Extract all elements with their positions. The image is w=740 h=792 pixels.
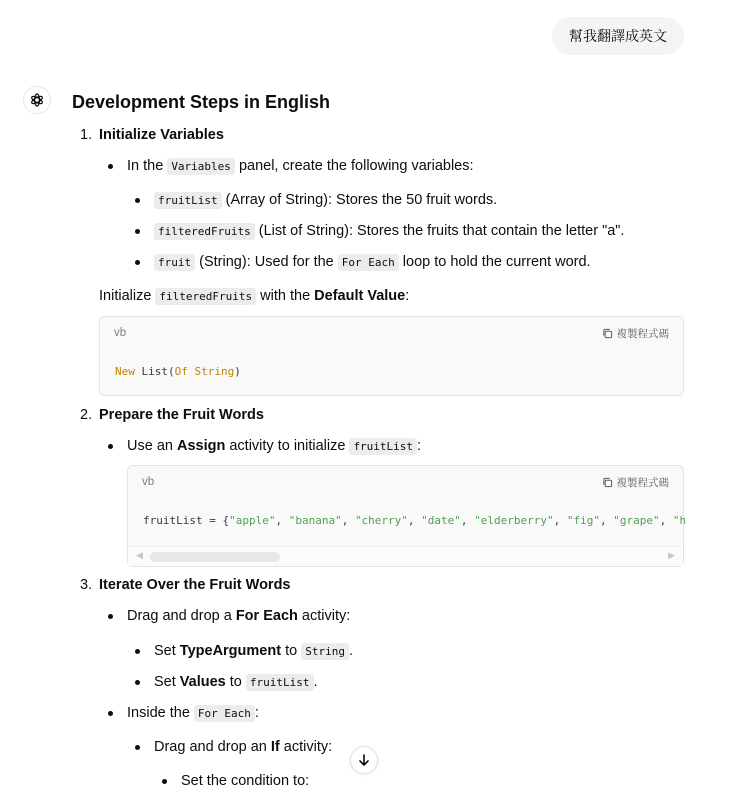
bold-text: If xyxy=(270,739,280,755)
string-literal: "h xyxy=(672,514,687,527)
copy-code-button[interactable] xyxy=(602,326,670,341)
code-punctuation: , xyxy=(553,514,567,527)
code-punctuation: , xyxy=(275,514,289,527)
arrow-down-icon xyxy=(357,753,371,767)
text: . xyxy=(348,643,353,659)
bold-text: TypeArgument xyxy=(179,643,282,659)
text: panel, create the following variables: xyxy=(234,158,474,174)
text: activity: xyxy=(297,608,351,624)
scroll-left-icon[interactable]: ◀ xyxy=(136,550,143,560)
text: Use an xyxy=(127,438,177,454)
scrollbar-thumb[interactable] xyxy=(150,552,280,562)
list-item xyxy=(154,189,497,212)
text: : xyxy=(417,438,422,454)
keyword: New xyxy=(115,365,135,378)
text: Set the condition to: xyxy=(181,773,310,789)
step-number: 3. xyxy=(80,577,93,593)
step-2-heading xyxy=(80,404,264,426)
inline-code: filteredFruits xyxy=(154,223,255,240)
list-item xyxy=(154,251,591,274)
inline-code: For Each xyxy=(338,254,399,271)
code-punctuation: , xyxy=(460,514,475,527)
list-item xyxy=(127,605,350,627)
code-text xyxy=(188,365,195,378)
string-literal: "fig" xyxy=(566,514,601,527)
code-punctuation: , xyxy=(600,514,614,527)
bold-text: For Each xyxy=(235,608,298,624)
text: Inside the xyxy=(127,705,194,721)
list-item xyxy=(154,220,624,243)
keyword: Of xyxy=(174,365,188,378)
code-language-label: vb xyxy=(114,327,127,339)
text: In the xyxy=(127,158,168,174)
keyword: String xyxy=(194,365,235,378)
scroll-to-bottom-button[interactable] xyxy=(350,746,378,774)
scroll-right-icon[interactable]: ▶ xyxy=(668,550,675,560)
user-message-bubble: 幫我翻譯成英文 xyxy=(552,17,684,55)
text: Set xyxy=(154,674,180,690)
copy-icon xyxy=(602,477,613,488)
text: to xyxy=(281,643,302,659)
bold-text: Values xyxy=(179,674,226,690)
code-punctuation: , xyxy=(659,514,673,527)
inline-code: fruitList xyxy=(349,438,417,455)
step-title: Prepare the Fruit Words xyxy=(99,407,264,423)
code-line xyxy=(115,365,241,378)
assistant-logo-icon xyxy=(23,86,51,114)
inline-code: fruitList xyxy=(154,192,222,209)
list-item xyxy=(154,640,353,663)
string-literal: "elderberry" xyxy=(474,514,554,527)
list-item xyxy=(154,736,332,758)
step-number: 1. xyxy=(80,127,93,143)
horizontal-scrollbar[interactable] xyxy=(128,546,683,566)
step-number: 2. xyxy=(80,407,93,423)
response-title: Development Steps in English xyxy=(72,92,331,112)
text: Drag and drop an xyxy=(154,739,271,755)
inline-code: Variables xyxy=(167,158,235,175)
text: (String): Used for the xyxy=(195,254,338,270)
code-block xyxy=(99,316,684,396)
step-title: Iterate Over the Fruit Words xyxy=(99,577,291,593)
string-literal: "grape" xyxy=(613,514,660,527)
copy-code-button[interactable] xyxy=(602,475,670,490)
text: : xyxy=(405,288,410,304)
inline-code: fruitList xyxy=(246,674,314,691)
bold-text: Default Value xyxy=(314,288,406,304)
text: (Array of String): Stores the 50 fruit words. xyxy=(221,192,498,208)
code-language-label: vb xyxy=(142,476,155,488)
text: (List of String): Stores the fruits that contain the letter "a". xyxy=(254,223,625,239)
string-literal: "date" xyxy=(421,514,461,527)
text: . xyxy=(313,674,318,690)
list-item xyxy=(181,770,309,792)
assistant-response xyxy=(72,89,684,115)
copy-code-label: 複製程式碼 xyxy=(616,477,669,489)
bold-text: Assign xyxy=(176,438,226,454)
text: with the xyxy=(256,288,315,304)
text: activity to initialize xyxy=(225,438,350,454)
inline-code: fruit xyxy=(154,254,195,271)
list-item xyxy=(127,435,421,458)
text: : xyxy=(254,705,259,721)
text: Drag and drop a xyxy=(127,608,236,624)
text: to xyxy=(225,674,246,690)
copy-icon xyxy=(602,328,613,339)
inline-code: filteredFruits xyxy=(155,288,256,305)
code-line xyxy=(143,514,686,527)
code-punctuation: , xyxy=(407,514,422,527)
text: loop to hold the current word. xyxy=(398,254,591,270)
text: activity: xyxy=(279,739,333,755)
paragraph xyxy=(99,285,409,308)
step-3-heading xyxy=(80,574,291,596)
text: Initialize xyxy=(99,288,156,304)
string-literal: "banana" xyxy=(288,514,342,527)
list-item xyxy=(154,671,318,694)
code-text: List( xyxy=(134,365,175,378)
string-literal: "cherry" xyxy=(354,514,408,527)
step-title: Initialize Variables xyxy=(99,127,224,143)
inline-code: String xyxy=(301,643,349,660)
copy-code-label: 複製程式碼 xyxy=(616,328,669,340)
code-punctuation: , xyxy=(341,514,355,527)
list-item xyxy=(127,702,259,725)
step-1-heading xyxy=(80,124,224,146)
string-literal: "apple" xyxy=(229,514,276,527)
text: Set xyxy=(154,643,180,659)
inline-code: For Each xyxy=(194,705,255,722)
code-text: fruitList = { xyxy=(143,514,230,527)
code-text: ) xyxy=(234,365,241,378)
code-block xyxy=(127,465,687,567)
list-item xyxy=(127,155,474,178)
